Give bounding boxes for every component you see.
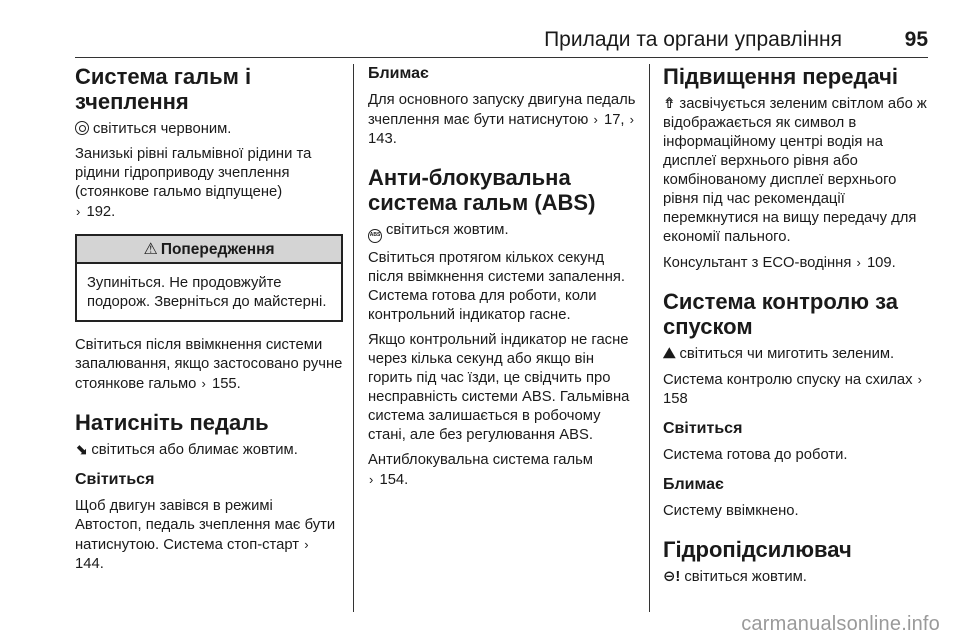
section-title-pedal: Натисніть педаль [75, 410, 269, 435]
abs-status-line: ABS світиться жовтим. [368, 221, 636, 243]
hill-status-line: ⛰ світиться чи миготить зеленим. [663, 346, 895, 362]
hill-descent-icon: ⛰ [663, 346, 676, 362]
section-title-hydro: Гідропідсилювач [663, 537, 852, 562]
steering-warning-icon: ⊖! [663, 569, 681, 585]
page-ref-icon: › [856, 255, 861, 270]
eco-paragraph: Консультант з ECO-водіння › 109. [663, 255, 896, 271]
page-ref-icon: › [304, 537, 309, 552]
subheading-blink: Блимає [368, 65, 429, 82]
page-ref[interactable]: 143. [368, 131, 397, 147]
section-title-hill: Система контролю за спуском [663, 289, 899, 339]
page-ref-icon: › [629, 112, 635, 127]
section-title-upshift: Підвищення передачі [663, 64, 898, 89]
abs-paragraph-3: Антиблокувальна система гальм › 154. [368, 452, 593, 488]
header-title: Прилади та органи управління [544, 28, 842, 51]
page-header [75, 28, 928, 60]
page-ref-icon: › [917, 372, 922, 387]
brake-warning-icon [75, 121, 89, 135]
page-ref-icon: › [201, 376, 206, 391]
hydro-status-line: ⊖! світиться жовтим. [663, 569, 807, 585]
column-divider [353, 64, 354, 612]
pedal-paragraph: Щоб двигун завівся в режимі Автостоп, педаль зчеплення має бути натиснутою. Система стоп-старт › 144. [75, 498, 336, 572]
warning-text: Зупиніться. Не продовжуйте подорож. Зверніться до майстерні. [87, 275, 327, 310]
hill-paragraph: Система контролю спуску на схилах › 158 [663, 372, 922, 407]
column-divider [649, 64, 650, 612]
column-right [663, 64, 931, 593]
warning-header: ⚠ Попередження [77, 236, 341, 264]
page-ref-icon: › [593, 112, 598, 127]
warning-triangle-icon: ⚠ [143, 241, 158, 258]
upshift-paragraph: ⇮ засвічується зеленим світлом або ж відображається як символ в інформаційному центрі водія на дисплеї верхнього рівня або комбінованому дисплеї верхнього рівня під час рекомендації перемкнутися на вищу передачу для економії пального. [663, 96, 927, 245]
page-ref[interactable]: 17, [603, 112, 625, 128]
header-rule [75, 57, 928, 58]
brake-paragraph-2: Світиться після ввімкнення системи запалювання, якщо застосовано ручне стоянкове гальмо › 155. [75, 337, 343, 392]
brake-paragraph: Занизькі рівні гальмівної рідини та рідини гідроприводу зчеплення (стоянкове гальмо відпущене) › 192. [75, 146, 312, 220]
section-title-brake: Система гальм і зчеплення [75, 64, 252, 114]
upshift-arrow-icon: ⇮ [663, 96, 676, 112]
subheading-lit: Світиться [75, 471, 155, 488]
subheading-blink: Блимає [663, 476, 724, 493]
subheading-lit: Світиться [663, 420, 743, 437]
blink-paragraph: Для основного запуску двигуна педаль зчеплення має бути натиснутою › 17, › 143. [368, 92, 636, 147]
page-ref[interactable]: 144. [75, 556, 104, 572]
page-ref[interactable]: 158 [663, 391, 688, 407]
page-ref[interactable]: 155. [211, 376, 241, 392]
brake-status-line: світиться червоним. [75, 120, 343, 139]
clutch-pedal-icon: ⬊ [75, 442, 88, 458]
column-middle [368, 64, 636, 496]
abs-paragraph-1: Світиться протягом кількох секунд після ввімкнення системи запалення. Система готова для роботи, коли контрольний індикатор гасне. [368, 250, 626, 323]
pedal-status-line: ⬊ світиться або блимає жовтим. [75, 442, 298, 458]
warning-box [75, 234, 343, 322]
page-ref[interactable]: 154. [379, 472, 409, 488]
abs-paragraph-2: Якщо контрольний індикатор не гасне через кілька секунд або якщо він горить під час їзди, це свідчить про несправність системи ABS. Гальмівна система залишається в робочому стані, але без регулювання ABS. [368, 332, 630, 443]
hill-blink-text: Систему ввімкнено. [663, 503, 799, 519]
section-title-abs: Анти-блокувальна система гальм (ABS) [368, 165, 596, 215]
page-number: 95 [904, 28, 928, 51]
abs-icon: ABS [368, 229, 382, 243]
page-ref[interactable]: 192. [86, 204, 116, 220]
page-ref[interactable]: 109. [866, 255, 896, 271]
page-ref-icon: › [369, 472, 374, 487]
column-left [75, 64, 343, 580]
hill-lit-text: Система готова до роботи. [663, 447, 848, 463]
page-ref-icon: › [76, 204, 81, 219]
watermark: carmanualsonline.info [741, 613, 940, 635]
